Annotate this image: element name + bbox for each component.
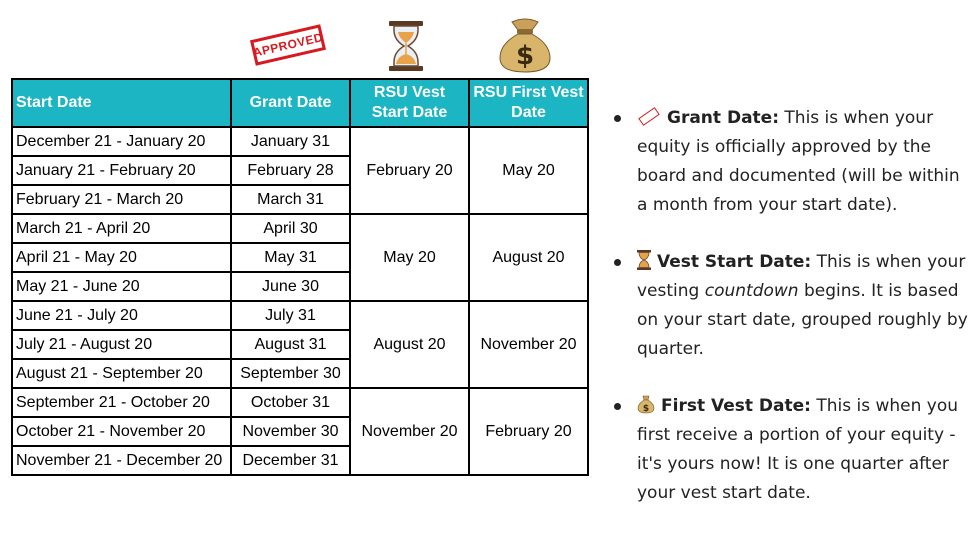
grant-date-cell: August 31 xyxy=(231,330,350,359)
term-label: Grant Date: xyxy=(667,108,779,128)
emphasis-text: countdown xyxy=(704,281,799,301)
grant-date-cell: July 31 xyxy=(231,301,350,330)
term-label: Vest Start Date: xyxy=(657,252,812,272)
start-date-cell: August 21 - September 20 xyxy=(12,359,231,388)
start-date-cell: October 21 - November 20 xyxy=(12,417,231,446)
header-grant-date: Grant Date xyxy=(231,79,350,127)
svg-text:$: $ xyxy=(515,41,535,71)
table-row xyxy=(12,127,588,156)
grant-date-cell: December 31 xyxy=(231,446,350,475)
svg-text:$: $ xyxy=(642,404,650,414)
first-vest-cell: May 20 xyxy=(469,127,588,214)
grant-date-cell: June 30 xyxy=(231,272,350,301)
grant-date-cell: November 30 xyxy=(231,417,350,446)
vesting-schedule-table xyxy=(11,78,589,476)
start-date-cell: July 21 - August 20 xyxy=(12,330,231,359)
start-date-cell: December 21 - January 20 xyxy=(12,127,231,156)
approved-stamp-icon: APPROVED xyxy=(250,24,326,66)
vest-start-cell: August 20 xyxy=(350,301,469,388)
bullet-dot xyxy=(614,115,621,122)
grant-date-cell: January 31 xyxy=(231,127,350,156)
hourglass-icon xyxy=(637,250,651,270)
bullet-dot xyxy=(614,259,621,266)
hourglass-icon xyxy=(386,20,426,72)
list-item xyxy=(612,392,972,508)
grant-date-cell: October 31 xyxy=(231,388,350,417)
vest-start-cell: February 20 xyxy=(350,127,469,214)
term-label: First Vest Date: xyxy=(661,396,811,416)
grant-date-cell: May 31 xyxy=(231,243,350,272)
start-date-cell: June 21 - July 20 xyxy=(12,301,231,330)
start-date-cell: May 21 - June 20 xyxy=(12,272,231,301)
start-date-cell: April 21 - May 20 xyxy=(12,243,231,272)
definitions-list xyxy=(612,104,972,536)
start-date-cell: February 21 - March 20 xyxy=(12,185,231,214)
money-bag-icon xyxy=(494,14,556,74)
grant-date-cell: April 30 xyxy=(231,214,350,243)
definition-text: This is when you first receive a portion of your equity - it's yours now! It is one quarter after your vest start date. xyxy=(637,396,959,503)
definition-text: begins. It is based on your start date, grouped roughly by quarter. xyxy=(637,281,968,359)
table-row xyxy=(12,301,588,330)
list-item xyxy=(612,248,972,364)
first-vest-cell: November 20 xyxy=(469,301,588,388)
bullet-dot xyxy=(614,403,621,410)
start-date-cell: November 21 - December 20 xyxy=(12,446,231,475)
header-first-vest-date: RSU First Vest Date xyxy=(469,79,588,127)
vest-start-cell: November 20 xyxy=(350,388,469,475)
vest-start-cell: May 20 xyxy=(350,214,469,301)
table-row xyxy=(12,388,588,417)
start-date-cell: September 21 - October 20 xyxy=(12,388,231,417)
first-vest-cell: August 20 xyxy=(469,214,588,301)
list-item xyxy=(612,104,972,220)
approved-stamp-icon xyxy=(638,107,660,126)
first-vest-cell: February 20 xyxy=(469,388,588,475)
start-date-cell: March 21 - April 20 xyxy=(12,214,231,243)
money-bag-icon xyxy=(637,394,655,414)
grant-date-cell: March 31 xyxy=(231,185,350,214)
grant-date-cell: September 30 xyxy=(231,359,350,388)
header-start-date: Start Date xyxy=(12,79,231,127)
table-header-row xyxy=(12,79,588,127)
table-row xyxy=(12,214,588,243)
header-vest-start-date: RSU Vest Start Date xyxy=(350,79,469,127)
definition-text: This is when your equity is officially approved by the board and documented (will be within a month from your start date). xyxy=(637,108,960,215)
definition-text: This is when your vesting xyxy=(637,252,966,301)
start-date-cell: January 21 - February 20 xyxy=(12,156,231,185)
grant-date-cell: February 28 xyxy=(231,156,350,185)
